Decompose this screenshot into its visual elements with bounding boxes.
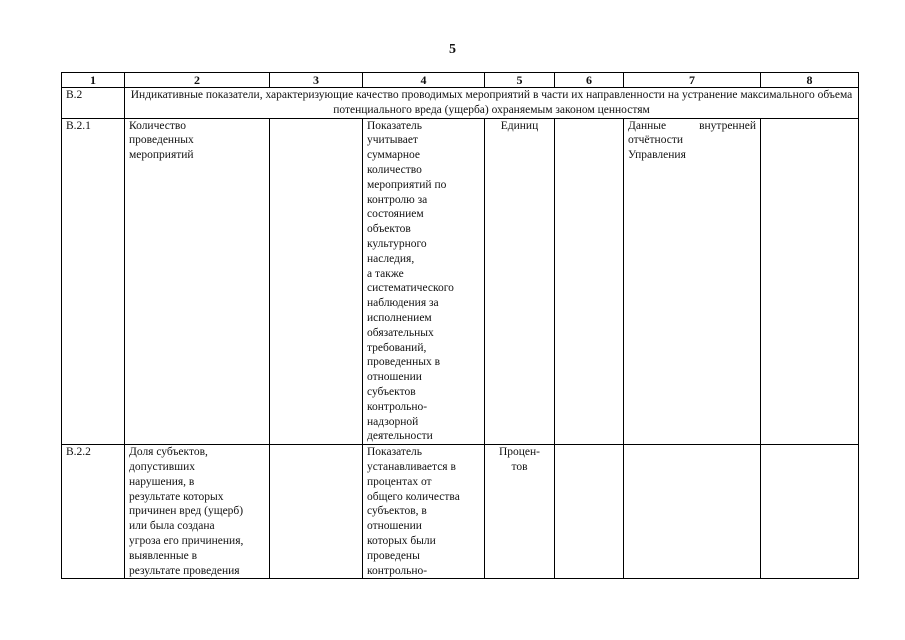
indicator-description [363, 118, 485, 445]
cell-line: Единиц [500, 119, 539, 132]
cell-line: контрольно- [367, 564, 428, 577]
empty-cell [761, 445, 859, 579]
empty-cell [555, 118, 624, 445]
cell-line: проведенных в [367, 356, 441, 369]
cell-line: выявленные в [129, 549, 198, 562]
empty-cell [270, 445, 363, 579]
page-number: 5 [449, 42, 456, 57]
cell-line: результате которых [129, 490, 224, 503]
indicator-source [624, 118, 761, 445]
cell-line: контрольно- [367, 400, 428, 413]
header-cell-3: 3 [270, 73, 363, 88]
source-line: Управления [628, 149, 686, 162]
cell-line: систематического [367, 282, 454, 295]
cell-line: учитывает [367, 134, 418, 147]
cell-line: угроза его причинения, [129, 534, 244, 547]
cell-line: отношении [367, 520, 422, 533]
source-line: отчётности [628, 134, 684, 147]
cell-line: требований, [367, 341, 427, 354]
indicator-description [363, 445, 485, 579]
cell-line: а также [367, 267, 404, 280]
cell-line: проведены [367, 549, 420, 562]
cell-line: допустивших [129, 460, 195, 473]
cell-line: контролю за [367, 193, 428, 206]
section-code: В.2 [62, 88, 125, 119]
cell-line: мероприятий по [367, 178, 447, 191]
cell-line: наблюдения за [367, 297, 439, 310]
cell-line: общего количества [367, 490, 460, 503]
row-code: В.2.2 [62, 445, 125, 579]
cell-line: обязательных [367, 326, 434, 339]
cell-line: количество [367, 163, 422, 176]
cell-line: процентах от [367, 475, 432, 488]
table-row [62, 445, 859, 579]
indicator-unit [485, 118, 555, 445]
empty-cell [270, 118, 363, 445]
table-row [62, 118, 859, 445]
cell-line: суммарное [367, 149, 421, 162]
cell-line: Количество [129, 119, 186, 132]
source-first-line [628, 119, 756, 134]
cell-line: деятельности [367, 430, 433, 443]
cell-line: устанавливается в [367, 460, 456, 473]
header-cell-7: 7 [624, 73, 761, 88]
cell-line: исполнением [367, 311, 432, 324]
source-word: внутренней [699, 119, 756, 132]
section-row [62, 88, 859, 119]
header-cell-1: 1 [62, 73, 125, 88]
cell-line: или была создана [129, 520, 215, 533]
cell-line: отношении [367, 371, 422, 384]
cell-line: объектов [367, 223, 411, 236]
cell-line: субъектов, в [367, 505, 427, 518]
section-title: Индикативные показатели, характеризующие качество проводимых мероприятий в части их направленности на устранение максимального объема потенциального вреда (ущерба) охраняемым законом ценностям [125, 88, 859, 119]
cell-line: мероприятий [129, 149, 194, 162]
cell-line: нарушения, в [129, 475, 195, 488]
indicator-unit [485, 445, 555, 579]
indicator-name [125, 118, 270, 445]
cell-line: состоянием [367, 208, 424, 221]
cell-line: наследия, [367, 252, 415, 265]
header-cell-8: 8 [761, 73, 859, 88]
source-word: Данные [628, 119, 667, 132]
cell-line: Доля субъектов, [129, 446, 208, 459]
cell-line: Показатель [367, 119, 423, 132]
cell-line: культурного [367, 237, 427, 250]
cell-line: результате проведения [129, 564, 240, 577]
header-cell-4: 4 [363, 73, 485, 88]
indicator-name [125, 445, 270, 579]
cell-line: причинен вред (ущерб) [129, 505, 244, 518]
empty-cell [555, 445, 624, 579]
cell-line: проведенных [129, 134, 194, 147]
row-code: В.2.1 [62, 118, 125, 445]
empty-cell [761, 118, 859, 445]
cell-line: надзорной [367, 415, 419, 428]
indicators-table [61, 72, 859, 579]
header-row [62, 73, 859, 88]
header-cell-2: 2 [125, 73, 270, 88]
empty-cell [624, 445, 761, 579]
cell-line: Процен- [498, 446, 541, 459]
header-cell-6: 6 [555, 73, 624, 88]
cell-line: субъектов [367, 385, 416, 398]
cell-line: Показатель [367, 446, 423, 459]
header-cell-5: 5 [485, 73, 555, 88]
cell-line: которых были [367, 534, 436, 547]
cell-line: тов [511, 460, 528, 473]
